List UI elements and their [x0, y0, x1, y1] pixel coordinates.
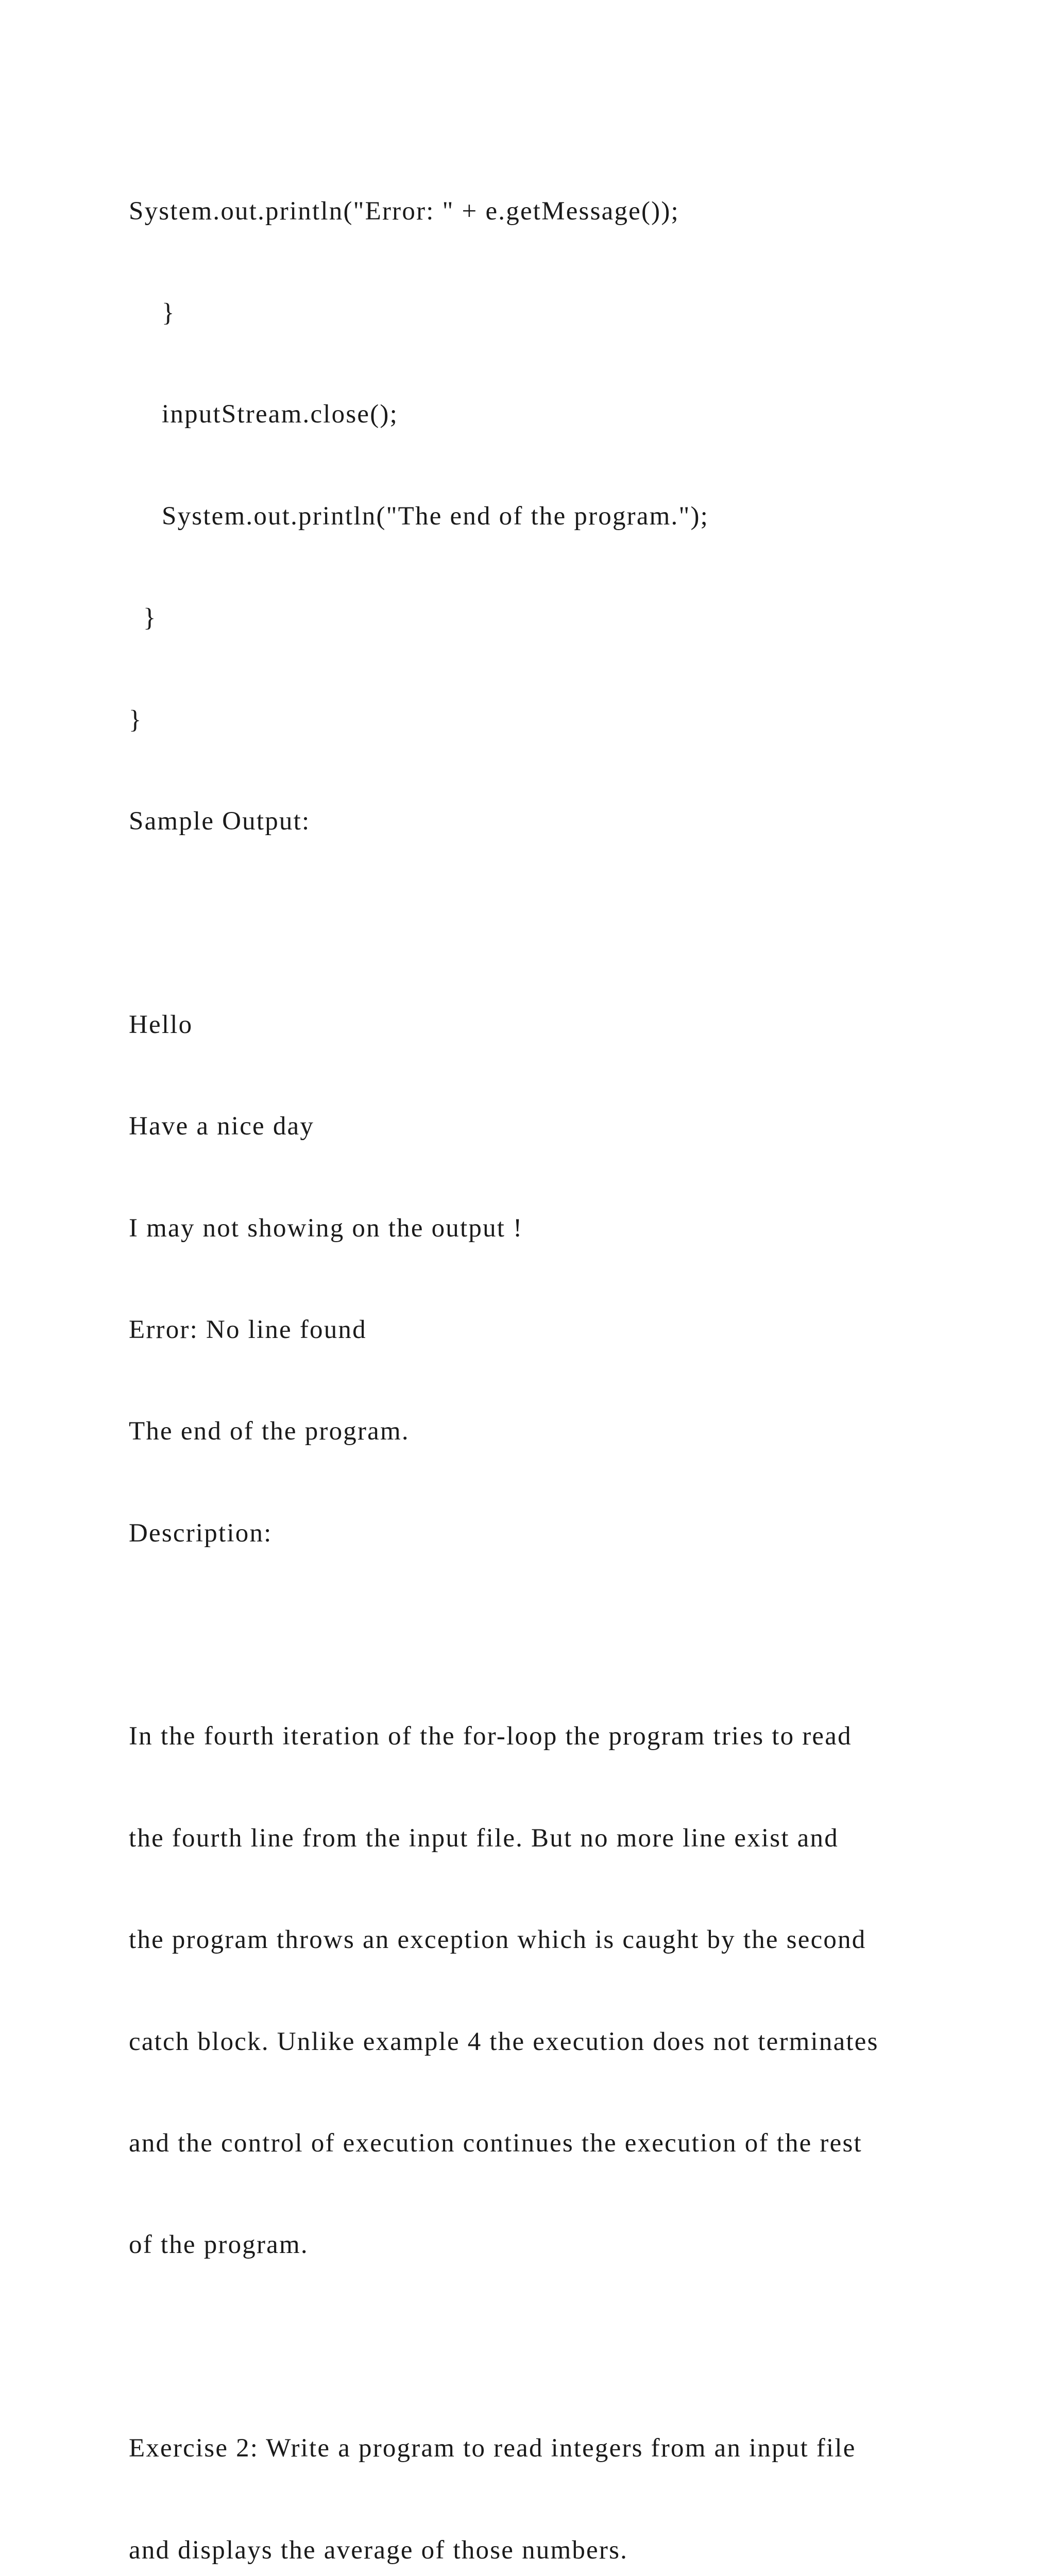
- section-heading: Sample Output:: [129, 806, 311, 836]
- document-text: [129, 127, 1005, 2576]
- paragraph-line: the program throws an exception which is caught by the second: [129, 1925, 866, 1955]
- output-line: I may not showing on the output !: [129, 1213, 523, 1243]
- code-line: System.out.println("Error: " + e.getMessage());: [129, 196, 679, 226]
- paragraph-line: of the program.: [129, 2230, 309, 2260]
- code-line: }: [129, 705, 143, 734]
- paragraph-line: the fourth line from the input file. But no more line exist and: [129, 1823, 839, 1853]
- blank-line: [129, 1618, 1005, 1652]
- output-line: Hello: [129, 1010, 193, 1039]
- code-line: }: [162, 298, 176, 327]
- blank-line: [129, 906, 1005, 940]
- blank-line: [129, 2330, 1005, 2364]
- code-line: System.out.println("The end of the program.");: [162, 501, 709, 531]
- paragraph-line: catch block. Unlike example 4 the execution does not terminates: [129, 2027, 879, 2056]
- paragraph-line: Exercise 2: Write a program to read integers from an input file: [129, 2434, 856, 2463]
- code-line: }: [143, 603, 157, 633]
- output-line: The end of the program.: [129, 1417, 410, 1446]
- paragraph-line: and displays the average of those numbers.: [129, 2535, 628, 2565]
- output-line: Have a nice day: [129, 1112, 315, 1141]
- paragraph-line: and the control of execution continues the execution of the rest: [129, 2129, 862, 2158]
- output-line: Error: No line found: [129, 1315, 367, 1344]
- paragraph-line: In the fourth iteration of the for-loop the program tries to read: [129, 1722, 852, 1751]
- section-heading: Description:: [129, 1518, 273, 1548]
- code-line: inputStream.close();: [162, 400, 398, 429]
